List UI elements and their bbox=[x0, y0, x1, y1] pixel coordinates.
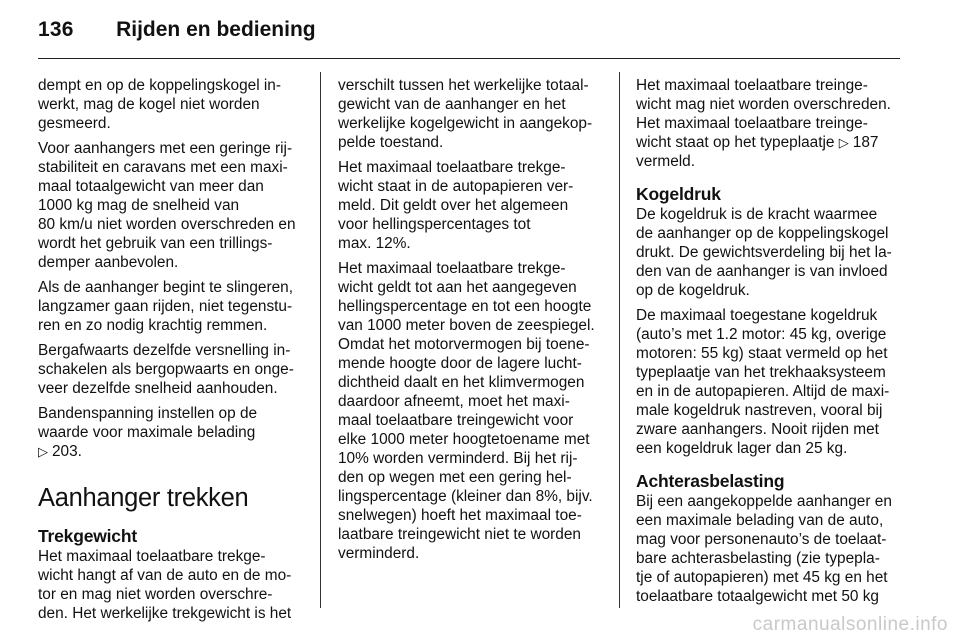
text-line: meld. Dit geldt over het algemeen bbox=[338, 197, 569, 214]
text-line: Het maximaal toelaatbare trekge- bbox=[338, 159, 566, 176]
watermark: carmanualsonline.info bbox=[752, 614, 948, 635]
paragraph bbox=[38, 278, 310, 335]
text-line: 1000 kg mag de snelheid van bbox=[38, 197, 240, 214]
section-heading: Aanhanger trekken bbox=[38, 484, 249, 512]
text-line: Als de aanhanger begint te slingeren, bbox=[38, 279, 293, 296]
paragraph bbox=[636, 306, 908, 458]
text-line: vermeld. bbox=[636, 153, 696, 170]
text-line: mende hoogte door de lagere lucht- bbox=[338, 355, 582, 372]
arrow-icon: ▷ bbox=[38, 444, 48, 459]
text-line: ren en zo nodig krachtig remmen. bbox=[38, 317, 268, 334]
text-line: een maximale belading van de auto, bbox=[636, 512, 884, 529]
reference-page: 187 bbox=[852, 134, 879, 151]
column-1 bbox=[38, 76, 310, 623]
paragraph bbox=[636, 76, 908, 171]
text-line: wicht geldt tot aan het aangegeven bbox=[338, 279, 577, 296]
text-line: Het maximaal toelaatbare treinge- bbox=[636, 77, 868, 94]
arrow-icon: ▷ bbox=[838, 135, 849, 150]
sub-heading: Achterasbelasting bbox=[636, 471, 785, 491]
text-line: Het maximaal toelaatbare trekge- bbox=[38, 548, 266, 565]
reference-page: 203. bbox=[52, 443, 82, 460]
text-line: Bij een aangekoppelde aanhanger en bbox=[636, 493, 892, 510]
paragraph bbox=[338, 76, 610, 152]
paragraph bbox=[636, 492, 908, 606]
text-line: werkt, mag de kogel niet worden bbox=[38, 96, 260, 113]
text-line: dempt en op de koppelingskogel in- bbox=[38, 77, 281, 94]
page-header bbox=[38, 18, 316, 48]
text-line: wordt het gebruik van een trillings- bbox=[38, 235, 273, 252]
text-line: 10% worden verminderd. Bij het rij- bbox=[338, 450, 578, 467]
paragraph bbox=[38, 404, 310, 461]
paragraph bbox=[338, 259, 610, 563]
text-line: op de kogeldruk. bbox=[636, 282, 750, 299]
sub-heading: Trekgewicht bbox=[38, 526, 137, 546]
paragraph bbox=[636, 205, 908, 300]
text-line: stabiliteit en caravans met een maxi- bbox=[38, 159, 288, 176]
text-line: De kogeldruk is de kracht waarmee bbox=[636, 206, 878, 223]
text-line: lingspercentage (kleiner dan 8%, bijv. bbox=[338, 488, 593, 505]
text-line: en in de autopapieren. Altijd de maxi- bbox=[636, 383, 890, 400]
column-divider-1 bbox=[320, 72, 321, 608]
text-line: motoren: 55 kg) staat vermeld op het bbox=[636, 345, 888, 362]
text-line: gewicht van de aanhanger en het bbox=[338, 96, 566, 113]
text-line: hellingspercentage en tot een hoogte bbox=[338, 298, 592, 315]
text-line: gesmeerd. bbox=[38, 115, 111, 132]
paragraph bbox=[338, 158, 610, 253]
text-line: drukt. De gewichtsverdeling bij het la- bbox=[636, 244, 892, 261]
text-line: pelde toestand. bbox=[338, 134, 444, 151]
text-line: bare achterasbelasting (zie typepla- bbox=[636, 550, 880, 567]
text-line: Het maximaal toelaatbare trekge- bbox=[338, 260, 566, 277]
text-line: den. Het werkelijke trekgewicht is het bbox=[38, 605, 292, 622]
text-line: 80 km/u niet worden overschreden en bbox=[38, 216, 296, 233]
text-line: toelaatbare totaalgewicht met 50 kg bbox=[636, 588, 879, 605]
text-line: werkelijke kogelgewicht in aangekop- bbox=[338, 115, 593, 132]
text-line: den op wegen met een gering hel- bbox=[338, 469, 572, 486]
text-line: De maximaal toegestane kogeldruk bbox=[636, 307, 878, 324]
text-line: male kogeldruk nastreven, vooral bij bbox=[636, 402, 883, 419]
header-rule bbox=[38, 58, 900, 59]
text-line: mag voor personenauto’s de toelaat- bbox=[636, 531, 887, 548]
cross-reference[interactable] bbox=[38, 442, 310, 461]
text-line: wicht mag niet worden overschreden. bbox=[636, 96, 891, 113]
text-line: daardoor afneemt, moet het maxi- bbox=[338, 393, 570, 410]
text-line: den van de aanhanger is van invloed bbox=[636, 263, 888, 280]
page-number: 136 bbox=[38, 18, 74, 41]
column-2 bbox=[338, 76, 610, 563]
text-line: snelwegen) hoeft het maximaal toe- bbox=[338, 507, 582, 524]
text-line: Voor aanhangers met een geringe rij- bbox=[38, 140, 293, 157]
paragraph bbox=[38, 547, 310, 623]
text-line: van 1000 meter boven de zeespiegel. bbox=[338, 317, 595, 334]
text-line: een kogeldruk lager dan 25 kg. bbox=[636, 440, 848, 457]
text-line: wicht staat in de autopapieren ver- bbox=[338, 178, 574, 195]
paragraph bbox=[38, 76, 310, 133]
text-line: tje of autopapieren) met 45 kg en het bbox=[636, 569, 888, 586]
text-line: waarde voor maximale belading bbox=[38, 424, 256, 441]
text-line: zware aanhangers. Nooit rijden met bbox=[636, 421, 879, 438]
text-line: Omdat het motorvermogen bij toene- bbox=[338, 336, 590, 353]
text-line: maal toelaatbare treingewicht voor bbox=[338, 412, 574, 429]
column-3 bbox=[636, 76, 908, 606]
text-line: wicht hangt af van de auto en de mo- bbox=[38, 567, 292, 584]
page-title: Rijden en bediening bbox=[116, 18, 316, 41]
text-line: demper aanbevolen. bbox=[38, 254, 179, 271]
text-line: laatbare treingewicht niet te worden bbox=[338, 526, 581, 543]
text-line: elke 1000 meter hoogtetoename met bbox=[338, 431, 590, 448]
text-line: Het maximaal toelaatbare treinge- bbox=[636, 115, 868, 132]
column-divider-2 bbox=[619, 72, 620, 608]
paragraph bbox=[38, 341, 310, 398]
text-line: typeplaatje van het trekhaaksysteem bbox=[636, 364, 886, 381]
text-fragment: wicht staat op het typeplaatje bbox=[636, 134, 835, 151]
text-line: schakelen als bergopwaarts en onge- bbox=[38, 361, 294, 378]
text-line: Bandenspanning instellen op de bbox=[38, 405, 258, 422]
sub-heading: Kogeldruk bbox=[636, 184, 721, 204]
text-line: voor hellingspercentages tot bbox=[338, 216, 531, 233]
text-line: veer dezelfde snelheid aanhouden. bbox=[38, 380, 278, 397]
text-line: verminderd. bbox=[338, 545, 420, 562]
text-line: max. 12%. bbox=[338, 235, 411, 252]
text-line: Bergafwaarts dezelfde versnelling in- bbox=[38, 342, 291, 359]
text-line bbox=[636, 133, 908, 152]
cross-reference[interactable] bbox=[839, 134, 879, 151]
text-line: tor en mag niet worden overschre- bbox=[38, 586, 273, 603]
text-line: dichtheid daalt en het klimvermogen bbox=[338, 374, 585, 391]
paragraph bbox=[38, 139, 310, 272]
text-line: de aanhanger op de koppelingskogel bbox=[636, 225, 889, 242]
text-line: maal totaalgewicht van meer dan bbox=[38, 178, 264, 195]
text-line: (auto’s met 1.2 motor: 45 kg, overige bbox=[636, 326, 887, 343]
text-line: langzamer gaan rijden, niet tegenstu- bbox=[38, 298, 293, 315]
text-line: verschilt tussen het werkelijke totaal- bbox=[338, 77, 589, 94]
